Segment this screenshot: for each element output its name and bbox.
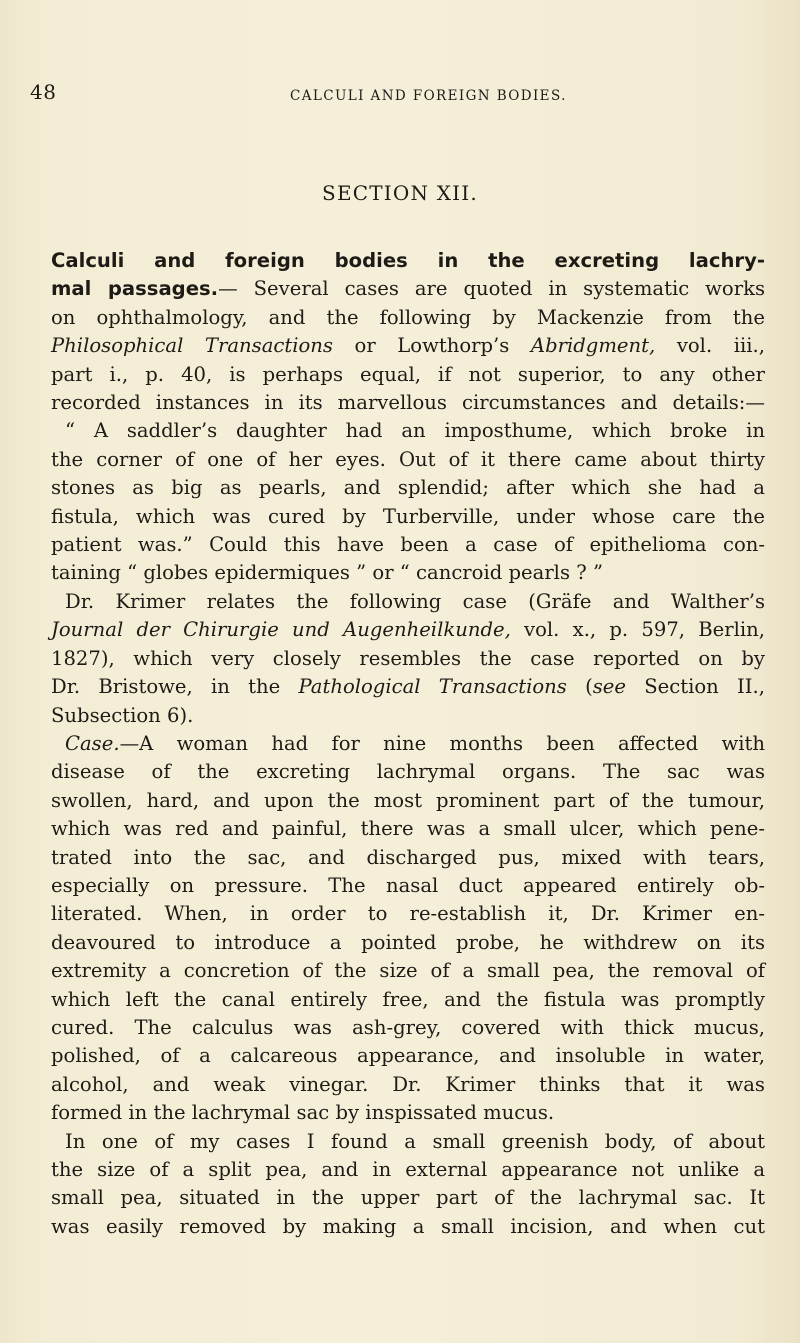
text-line: deavoured to introduce a pointed probe, he withdrew on its bbox=[51, 930, 765, 954]
text-line: alcohol, and weak vinegar. Dr. Krimer thinks that it was bbox=[51, 1072, 765, 1096]
page-header bbox=[0, 80, 800, 110]
text-line: trated into the sac, and discharged pus, mixed with tears, bbox=[51, 845, 765, 869]
quote-line: stones as big as pearls, and splendid; after which she had a bbox=[51, 476, 765, 500]
text-line: which left the canal entirely free, and the fistula was promptly bbox=[51, 987, 765, 1011]
text-line: part i., p. 40, is perhaps equal, if not superior, to any other bbox=[51, 362, 765, 386]
body-text bbox=[51, 247, 765, 1241]
quote-line: taining “ globes epidermiques ” or “ cancroid pearls ? ” bbox=[51, 561, 603, 585]
text-line bbox=[51, 616, 765, 644]
text-line bbox=[51, 332, 765, 360]
text-line bbox=[51, 730, 765, 758]
text-line: especially on pressure. The nasal duct appeared entirely ob- bbox=[51, 873, 765, 897]
text-line bbox=[51, 275, 765, 303]
text-line: on ophthalmology, and the following by Mackenzie from the bbox=[51, 305, 765, 329]
text-line: Dr. Krimer relates the following case (Gräfe and Walther’s bbox=[65, 589, 765, 613]
quote-line: “ A saddler’s daughter had an imposthume, which broke in bbox=[65, 419, 765, 443]
text-line: disease of the excreting lachrymal organs. The sac was bbox=[51, 760, 765, 784]
text-line bbox=[51, 247, 765, 275]
text-line: the size of a split pea, and in external appearance not unlike a bbox=[51, 1158, 765, 1181]
italic-title: Journal der Chirurgie und Augenheilkunde, bbox=[51, 618, 511, 642]
paragraph-text: — Several cases are quoted in systematic works bbox=[218, 277, 765, 301]
quote-line: patient was.” Could this have been a case of epithelioma con- bbox=[51, 533, 765, 557]
quote-line: the corner of one of her eyes. Out of it there came about thirty bbox=[51, 447, 765, 471]
text-line: formed in the lachrymal sac by inspissated mucus. bbox=[51, 1101, 555, 1125]
text-line: literated. When, in order to re-establish it, Dr. Krimer en- bbox=[51, 902, 765, 926]
paragraph-text: vol. iii., bbox=[676, 334, 765, 358]
quote-line: fistula, which was cured by Turberville, under whose care the bbox=[51, 504, 765, 528]
paragraph-text: vol. x., p. 597, Berlin, bbox=[524, 618, 765, 642]
section-heading-part2: mal passages. bbox=[51, 277, 219, 301]
text-line: extremity a concretion of the size of a small pea, the removal of bbox=[51, 959, 765, 983]
paragraph-text: —A woman had for nine months been affected with bbox=[119, 731, 765, 755]
italic-title: Abridgment, bbox=[530, 334, 656, 358]
paragraph-text: (see Section II., bbox=[585, 675, 765, 699]
running-head: CALCULI AND FOREIGN BODIES. bbox=[290, 88, 567, 104]
text-line: recorded instances in its marvellous circumstances and details:— bbox=[51, 391, 765, 415]
text-line: was easily removed by making a small incision, and when cut bbox=[51, 1214, 765, 1238]
text-line: polished, of a calcareous appearance, and insoluble in water, bbox=[51, 1044, 765, 1068]
text-line: cured. The calculus was ash-grey, covered with thick mucus, bbox=[51, 1015, 765, 1039]
paragraph-text: or Lowthorp’s bbox=[354, 334, 510, 358]
page-number: 48 bbox=[30, 80, 57, 104]
text-line bbox=[51, 673, 765, 701]
italic-see: see bbox=[592, 675, 626, 699]
case-label: Case. bbox=[65, 731, 120, 755]
section-title: SECTION XII. bbox=[322, 181, 478, 205]
text-line: In one of my cases I found a small greenish body, of about bbox=[65, 1129, 765, 1153]
section-heading-part1: Calculi and foreign bodies in the excreting lachry- bbox=[51, 249, 765, 272]
text-line: small pea, situated in the upper part of the lachrymal sac. It bbox=[51, 1186, 765, 1210]
text-line: swollen, hard, and upon the most prominent part of the tumour, bbox=[51, 788, 765, 812]
italic-title: Philosophical Transactions bbox=[51, 334, 333, 358]
paragraph-text: Dr. Bristowe, in the bbox=[51, 675, 281, 699]
text-line: 1827), which very closely resembles the case reported on by bbox=[51, 646, 765, 670]
text-line: which was red and painful, there was a small ulcer, which pene- bbox=[51, 817, 765, 841]
text-line: Subsection 6). bbox=[51, 703, 194, 727]
italic-title: Pathological Transactions bbox=[298, 675, 567, 699]
